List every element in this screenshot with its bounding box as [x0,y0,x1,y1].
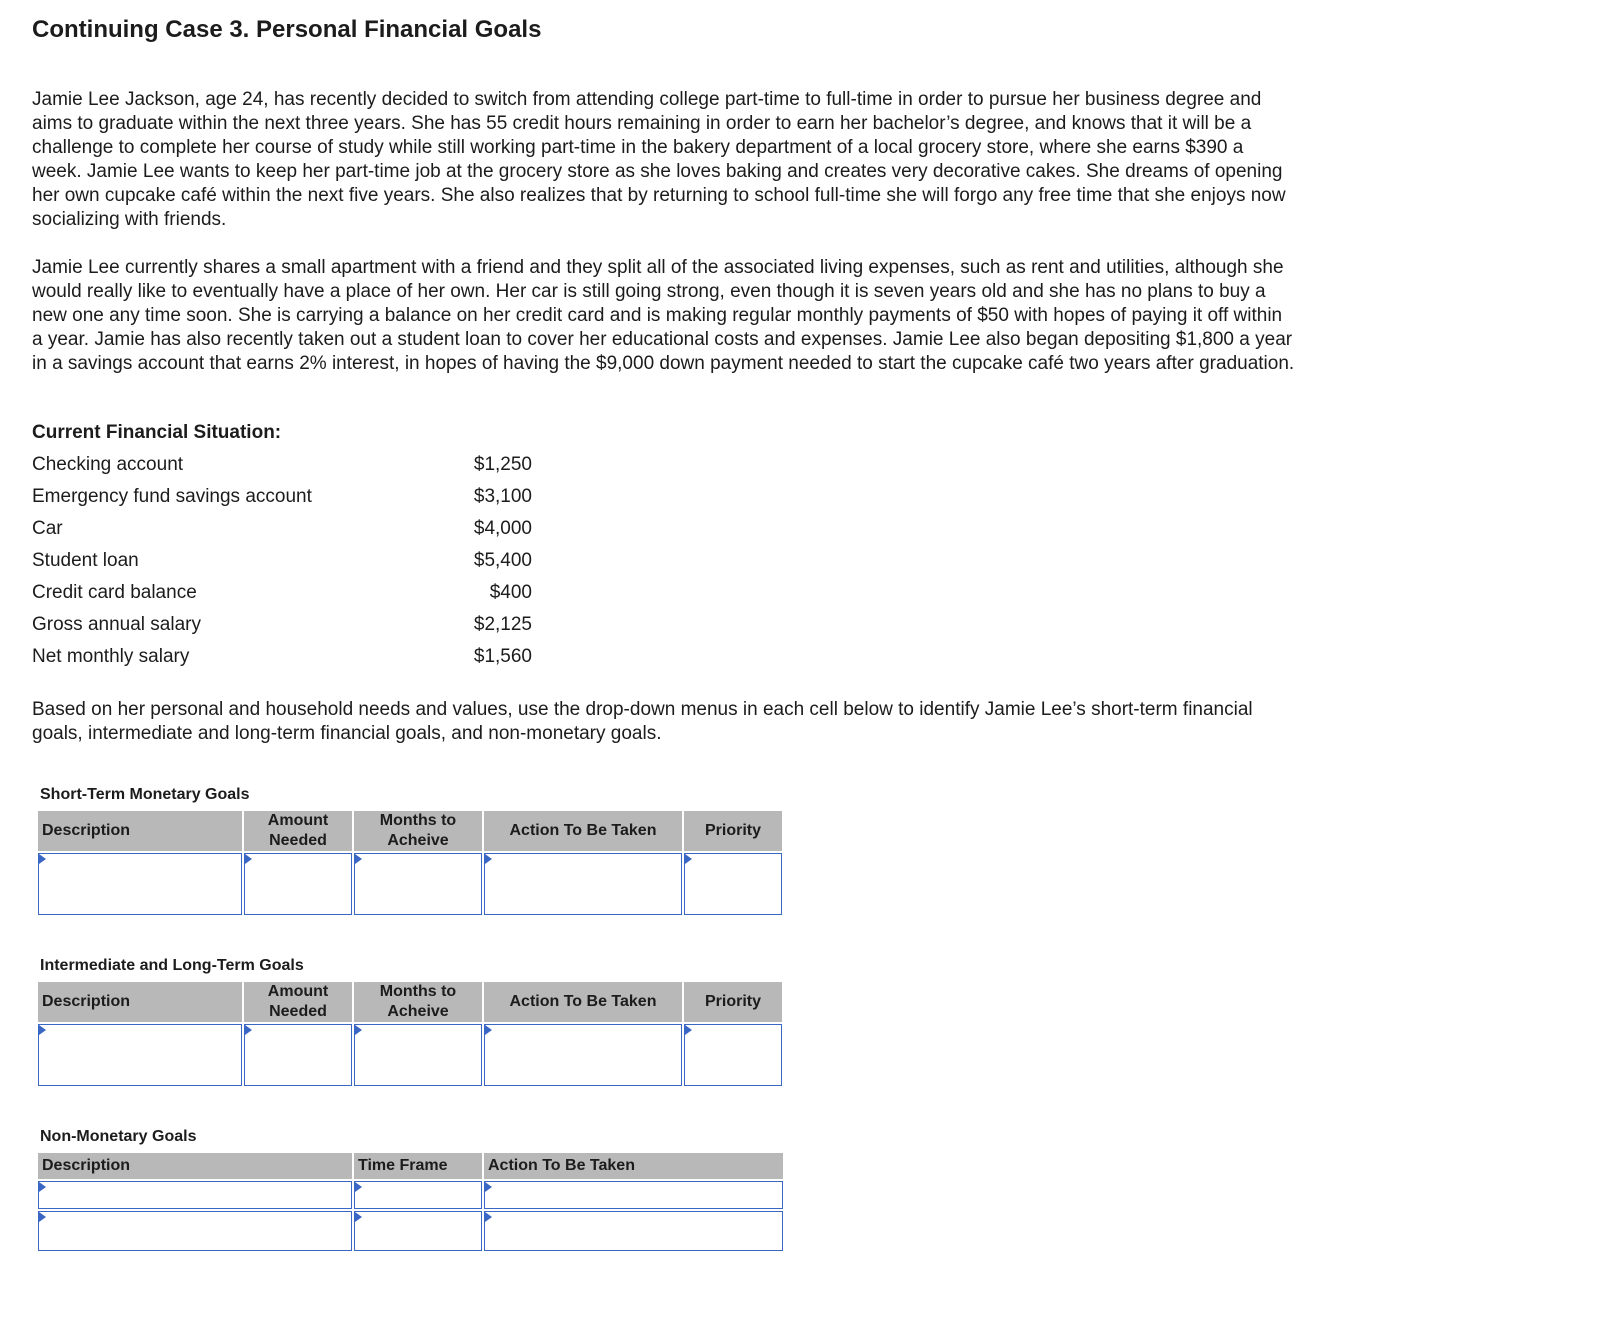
financial-value: $1,560 [473,646,532,667]
header-amount-needed: Amount Needed [244,982,352,1022]
description-dropdown-cell[interactable] [38,1024,242,1086]
priority-dropdown-cell[interactable] [684,1024,782,1086]
header-action: Action To Be Taken [484,811,682,851]
description-dropdown-cell[interactable] [38,853,242,915]
header-description: Description [38,1153,352,1179]
action-dropdown-cell[interactable] [484,853,682,915]
header-months-to-achieve: Months to Acheive [354,982,482,1022]
financial-situation-heading: Current Financial Situation: [32,422,282,443]
table-header-row [38,811,782,851]
page-title: Continuing Case 3. Personal Financial Goals [32,16,542,43]
financial-row [32,577,532,609]
financial-label: Checking account [32,454,184,475]
financial-value: $5,400 [473,550,532,571]
long-term-goals-title: Intermediate and Long-Term Goals [40,957,304,974]
table-header-row [38,1153,783,1179]
months-dropdown-cell[interactable] [354,853,482,915]
financial-value: $2,125 [473,614,532,635]
financial-row [32,641,532,673]
financial-label: Car [32,518,63,539]
table-row [38,1181,783,1209]
financial-situation-list [32,449,532,673]
header-priority: Priority [684,982,782,1022]
months-dropdown-cell[interactable] [354,1024,482,1086]
instructions-paragraph: Based on her personal and household needs and values, use the drop-down menus in each cell below to identify Jamie Lee’s short-term financial goals, intermediate and long-term financial goals, and non-monetary goals. [32,699,1253,744]
table-header-row [38,982,782,1022]
intro-paragraph: Jamie Lee Jackson, age 24, has recently decided to switch from attending college part-time to full-time in order to pursue her business degree and aims to graduate within the next three years. She has 55 credit hours remaining in order to earn her bachelor’s degree, and knows that it will be a challenge to complete her course of study while still working part-time in the bakery department of a local grocery store, where she earns $390 a week. Jamie Lee wants to keep her part-time job at the grocery store as she loves baking and creates very decorative cakes. She dreams of opening her own cupcake café within the next five years. She also realizes that by returning to school full-time she will forgo any free time that she enjoys now socializing with friends. [32,89,1286,230]
header-time-frame: Time Frame [354,1153,482,1179]
action-dropdown-cell[interactable] [484,1211,783,1251]
non-monetary-goals-table [36,1151,785,1253]
financial-row [32,609,532,641]
financial-label: Net monthly salary [32,646,190,667]
long-term-goals-table [36,980,784,1088]
financial-value: $1,250 [473,454,532,475]
header-months-to-achieve: Months to Acheive [354,811,482,851]
time-frame-dropdown-cell[interactable] [354,1181,482,1209]
time-frame-dropdown-cell[interactable] [354,1211,482,1251]
financial-value: $3,100 [473,486,532,507]
header-description: Description [38,982,242,1022]
header-description: Description [38,811,242,851]
header-amount-needed: Amount Needed [244,811,352,851]
short-term-goals-table [36,809,784,917]
financial-value: $400 [489,582,532,603]
description-dropdown-cell[interactable] [38,1181,352,1209]
financial-label: Emergency fund savings account [32,486,312,507]
non-monetary-goals-title: Non-Monetary Goals [40,1128,197,1145]
financial-label: Credit card balance [32,582,197,603]
table-row [38,1211,783,1251]
action-dropdown-cell[interactable] [484,1024,682,1086]
header-priority: Priority [684,811,782,851]
amount-dropdown-cell[interactable] [244,853,352,915]
financial-row [32,545,532,577]
living-situation-paragraph: Jamie Lee currently shares a small apartment with a friend and they split all of the associated living expenses, such as rent and utilities, although she would really like to eventually have a place of her own. Her car is still going strong, even though it is seven years old and she has no plans to buy a new one any time soon. She is carrying a balance on her credit card and is making regular monthly payments of $50 with hopes of paying it off within a year. Jamie has also recently taken out a student loan to cover her educational costs and expenses. Jamie Lee also began depositing $1,800 a year in a savings account that earns 2% interest, in hopes of having the $9,000 down payment needed to start the cupcake café two years after graduation. [32,257,1295,374]
financial-value: $4,000 [473,518,532,539]
header-action: Action To Be Taken [484,982,682,1022]
financial-label: Student loan [32,550,139,571]
action-dropdown-cell[interactable] [484,1181,783,1209]
table-row [38,853,782,915]
table-row [38,1024,782,1086]
financial-row [32,513,532,545]
priority-dropdown-cell[interactable] [684,853,782,915]
description-dropdown-cell[interactable] [38,1211,352,1251]
financial-row [32,481,532,513]
financial-row [32,449,532,481]
financial-label: Gross annual salary [32,614,201,635]
short-term-goals-title: Short-Term Monetary Goals [40,786,250,803]
header-action: Action To Be Taken [484,1153,783,1179]
amount-dropdown-cell[interactable] [244,1024,352,1086]
